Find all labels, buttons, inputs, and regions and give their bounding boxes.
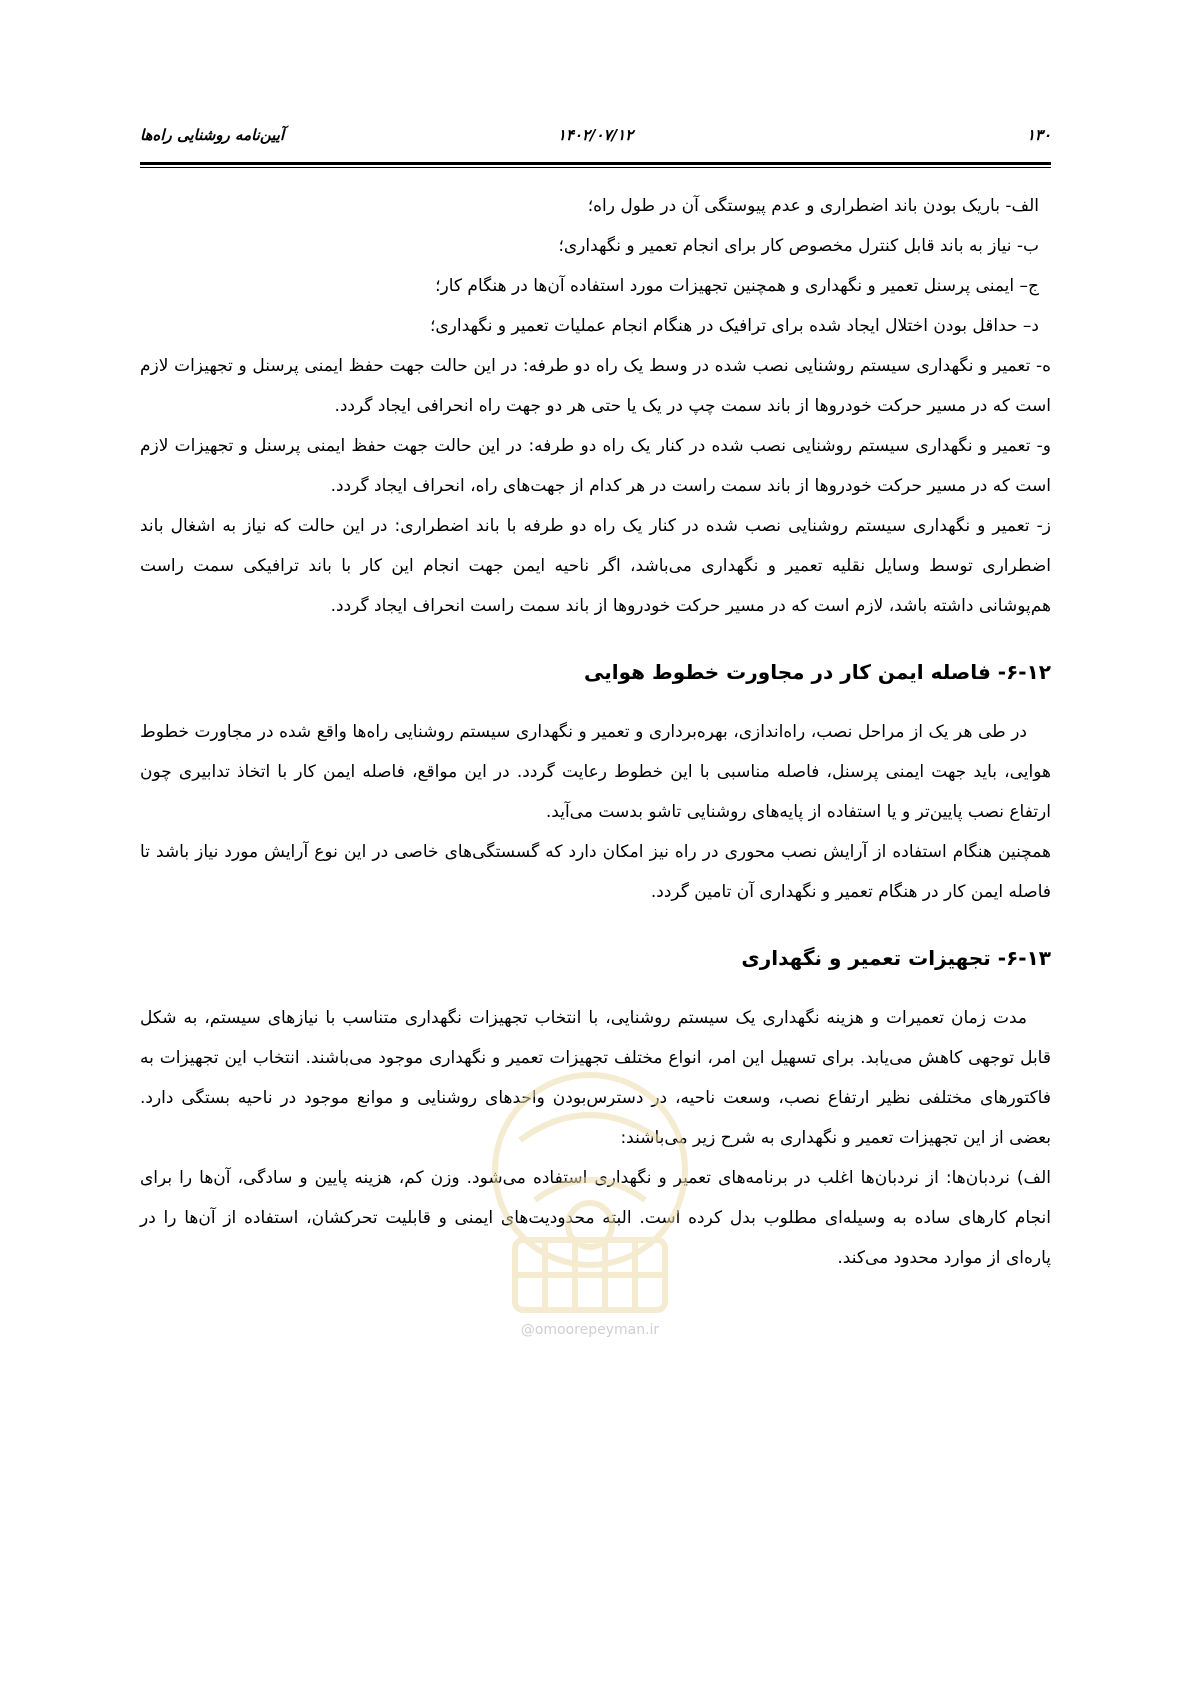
list-item: د– حداقل بودن اختلال ایجاد شده برای ترافیک در هنگام انجام عملیات تعمیر و نگهداری؛	[429, 316, 1039, 336]
paragraph: همچنین هنگام استفاده از آرایش نصب محوری در راه نیز امکان دارد که گسستگی‌های خاصی در این نوع آرایش مورد نیاز باشد تا فاصله ایمن کار در هنگام تعمیر و نگهداری آن تامین گردد.	[140, 842, 1051, 902]
list-item: ج– ایمنی پرسنل تعمیر و نگهداری و همچنین تجهیزات مورد استفاده آن‌ها در هنگام کار؛	[435, 276, 1039, 296]
list-item: الف- باریک بودن باند اضطراری و عدم پیوستگی آن در طول راه؛	[587, 196, 1039, 216]
header-rule-thick	[140, 162, 1051, 165]
paragraph: ه- تعمیر و نگهداری سیستم روشنایی نصب شده در وسط یک راه دو طرفه: در این حالت جهت حفظ ایمنی پرسنل و تجهیزات لازم است که در مسیر حرکت خودروها از باند سمت چپ در یک یا حتی هر دو جهت راه انحرافی ایجاد گردد.	[140, 356, 1051, 416]
document-title: آیین‌نامه روشنایی راه‌ها	[140, 126, 285, 144]
header-date: ۱۴۰۲/۰۷/۱۲	[557, 126, 634, 144]
page-number: ۱۳۰	[1026, 126, 1051, 144]
header-rule-thin	[140, 167, 1051, 168]
section-heading: ۶-۱۲- فاصله ایمن کار در مجاورت خطوط هوایی	[584, 660, 1051, 684]
list-item: ب- نیاز به باند قابل کنترل مخصوص کار برای انجام تعمیر و نگهداری؛	[558, 236, 1039, 256]
page-body	[140, 186, 1051, 1278]
paragraph: مدت زمان تعمیرات و هزینه نگهداری یک سیستم روشنایی، با انتخاب تجهیزات نگهداری متناسب با نیازهای سیستم، به شکل قابل توجهی کاهش می‌یابد. برای تسهیل این امر، انواع مختلف تجهیزات تعمیر و نگهداری موجود می‌باشند. انتخاب این تجهیزات به فاکتورهای مختلفی نظیر ارتفاع نصب، وسعت ناحیه، در دسترس‌بودن واحدهای روشنایی و موانع موجود در ناحیه بستگی دارد. بعضی از این تجهیزات تعمیر و نگهداری به شرح زیر می‌باشند:	[140, 1008, 1051, 1148]
paragraph: الف) نردبان‌ها: از نردبان‌ها اغلب در برنامه‌های تعمیر و نگهداری استفاده می‌شود. وزن کم، هزینه پایین و سادگی، آن‌ها را برای انجام کارهای ساده به وسیله‌ای مطلوب بدل کرده است. البته محدودیت‌های ایمنی و قابلیت تحرکشان، استفاده از آن‌ها را در پاره‌ای از موارد محدود می‌کند.	[140, 1168, 1051, 1268]
section-heading: ۶-۱۳- تجهیزات تعمیر و نگهداری	[741, 946, 1051, 970]
paragraph: و- تعمیر و نگهداری سیستم روشنایی نصب شده در کنار یک راه دو طرفه: در این حالت جهت حفظ ایمنی پرسنل و تجهیزات لازم است که در مسیر حرکت خودروها از باند سمت راست در هر کدام از جهت‌های راه، انحراف ایجاد گردد.	[140, 436, 1051, 496]
watermark-text: @omoorepeyman.ir	[520, 1322, 660, 1338]
paragraph: در طی هر یک از مراحل نصب، راه‌اندازی، بهره‌برداری و تعمیر و نگهداری سیستم روشنایی راه‌ها واقع شده در مجاورت خطوط هوایی، باید جهت ایمنی پرسنل، فاصله مناسبی با این خطوط رعایت گردد. در این مواقع، فاصله ایمن کار با اتخاذ تدابیری چون ارتفاع نصب پایین‌تر و یا استفاده از پایه‌های روشنایی تاشو بدست می‌آید.	[140, 722, 1051, 822]
paragraph: ز- تعمیر و نگهداری سیستم روشنایی نصب شده در کنار یک راه دو طرفه با باند اضطراری: در این حالت که نیاز به اشغال باند اضطراری توسط وسایل نقلیه تعمیر و نگهداری می‌باشد، اگر ناحیه ایمن جهت انجام این کار با باند ترافیکی سمت راست هم‌پوشانی داشته باشد، لازم است که در مسیر حرکت خودروها از باند سمت راست انحراف ایجاد گردد.	[140, 516, 1051, 616]
page-header	[140, 126, 1051, 156]
